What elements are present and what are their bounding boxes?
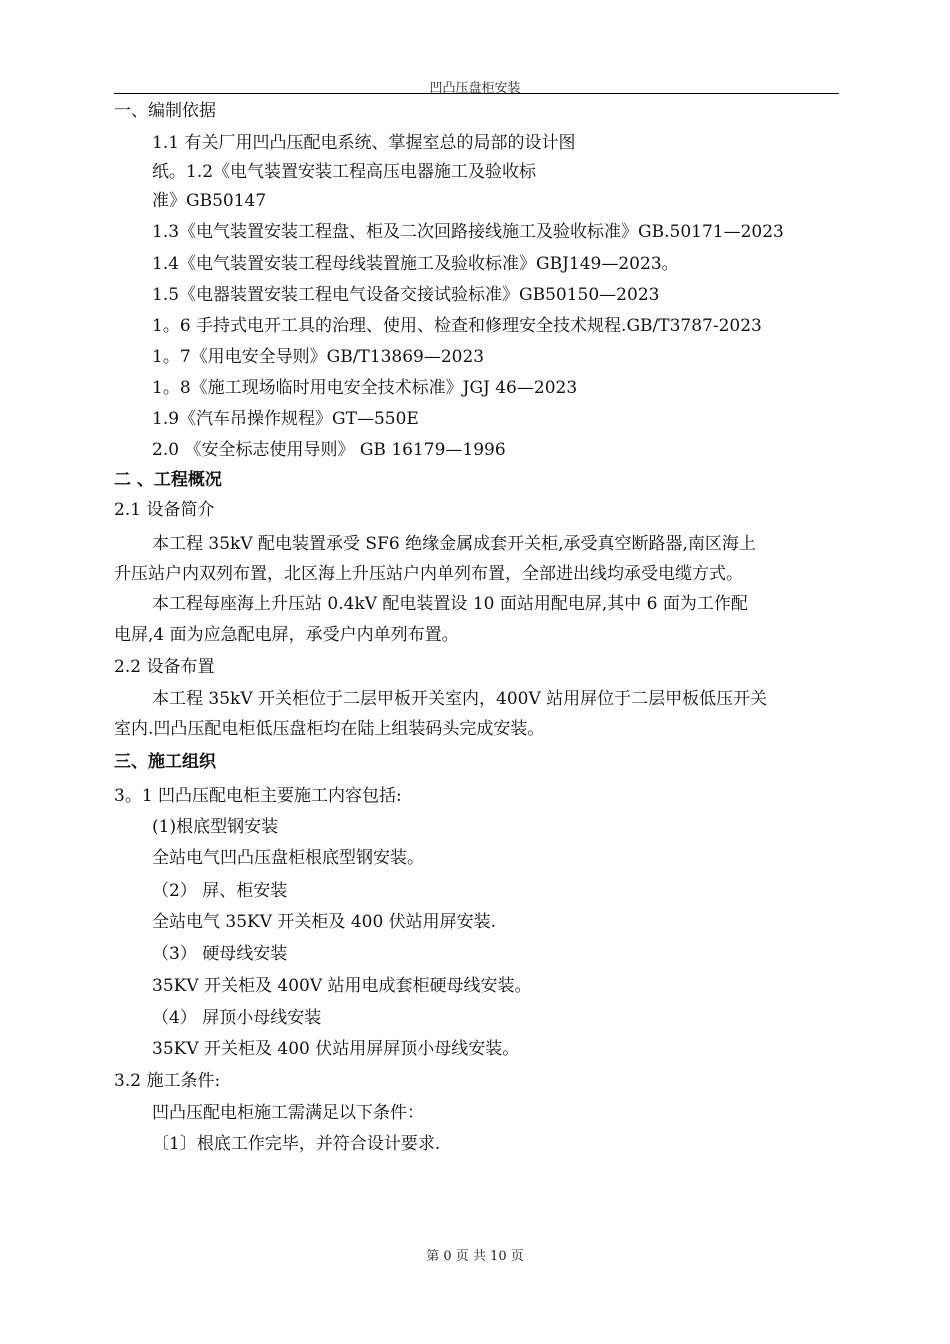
subsection-3-2-heading: 3.2 施工条件:: [114, 1071, 221, 1091]
reference-item-1-3: 1.3《电气装置安装工程盘、柜及二次回路接线施工及验收标准》GB.50171—2023: [152, 222, 784, 242]
paragraph-2-1-b-line2: 电屏,4 面为应急配电屏，承受户内单列布置。: [114, 625, 459, 645]
work-item-4-title: （4） 屏顶小母线安装: [152, 1008, 322, 1028]
paragraph-3-2: 凹凸压配电柜施工需满足以下条件：: [152, 1103, 424, 1123]
reference-item-1-1: 1.1 有关厂用凹凸压配电系统、掌握室总的局部的设计图: [152, 133, 576, 153]
reference-item-2-0: 2.0 《安全标志使用导则》 GB 16179—1996: [152, 440, 506, 460]
work-item-2-title: （2） 屏、柜安装: [152, 881, 288, 901]
reference-item-1-2b: 准》GB50147: [152, 191, 267, 211]
paragraph-2-2-line2: 室内.凹凸压配电柜低压盘柜均在陆上组装码头完成安装。: [114, 719, 545, 739]
subsection-2-2-heading: 2.2 设备布置: [114, 657, 215, 677]
subsection-3-1-heading: 3。1 凹凸压配电柜主要施工内容包括:: [114, 786, 402, 806]
reference-item-1-6: 1。6 手持式电开工具的治理、使用、检查和修理安全技术规程.GB/T3787-2023: [152, 316, 762, 336]
reference-item-1-5: 1.5《电器装置安装工程电气设备交接试验标准》GB50150—2023: [152, 285, 660, 305]
paragraph-2-2-line1: 本工程 35kV 开关柜位于二层甲板开关室内，400V 站用屏位于二层甲板低压开关: [152, 689, 768, 709]
work-item-1-desc: 全站电气凹凸压盘柜根底型钢安装。: [152, 848, 424, 868]
work-item-4-desc: 35KV 开关柜及 400 伏站用屏屏顶小母线安装。: [152, 1039, 520, 1059]
work-item-1-title: (1)根底型钢安装: [152, 817, 279, 837]
reference-item-1-9: 1.9《汽车吊操作规程》GT—550E: [152, 409, 419, 429]
reference-item-1-2a: 纸。1.2《电气装置安装工程高压电器施工及验收标: [152, 162, 537, 182]
reference-item-1-4: 1.4《电气装置安装工程母线装置施工及验收标准》GBJ149—2023。: [152, 254, 679, 274]
section-3-heading: 三、施工组织: [114, 752, 216, 772]
page-footer: 第 0 页 共 10 页: [426, 1249, 524, 1264]
work-item-3-desc: 35KV 开关柜及 400V 站用电成套柜硬母线安装。: [152, 976, 532, 996]
section-1-heading: 一、编制依据: [114, 101, 216, 121]
section-2-heading: 二 、工程概况: [114, 470, 222, 490]
reference-item-1-7: 1。7《用电安全导则》GB/T13869—2023: [152, 347, 485, 367]
work-item-2-desc: 全站电气 35KV 开关柜及 400 伏站用屏安装.: [152, 912, 497, 932]
paragraph-2-1-a-line2: 升压站户内双列布置，北区海上升压站户内单列布置，全部进出线均承受电缆方式。: [114, 564, 743, 584]
subsection-2-1-heading: 2.1 设备简介: [114, 500, 215, 520]
header-rule: [114, 93, 839, 94]
condition-item-1: 〔1〕根底工作完毕，并符合设计要求.: [152, 1134, 441, 1154]
page-header-title: 凹凸压盘柜安装: [429, 81, 521, 96]
paragraph-2-1-b-line1: 本工程每座海上升压站 0.4kV 配电装置设 10 面站用配电屏,其中 6 面为工作配: [152, 594, 748, 614]
paragraph-2-1-a-line1: 本工程 35kV 配电装置承受 SF6 绝缘金属成套开关柜,承受真空断路器,南区海上: [152, 534, 756, 554]
reference-item-1-8: 1。8《施工现场临时用电安全技术标准》JGJ 46—2023: [152, 378, 578, 398]
work-item-3-title: （3） 硬母线安装: [152, 944, 288, 964]
